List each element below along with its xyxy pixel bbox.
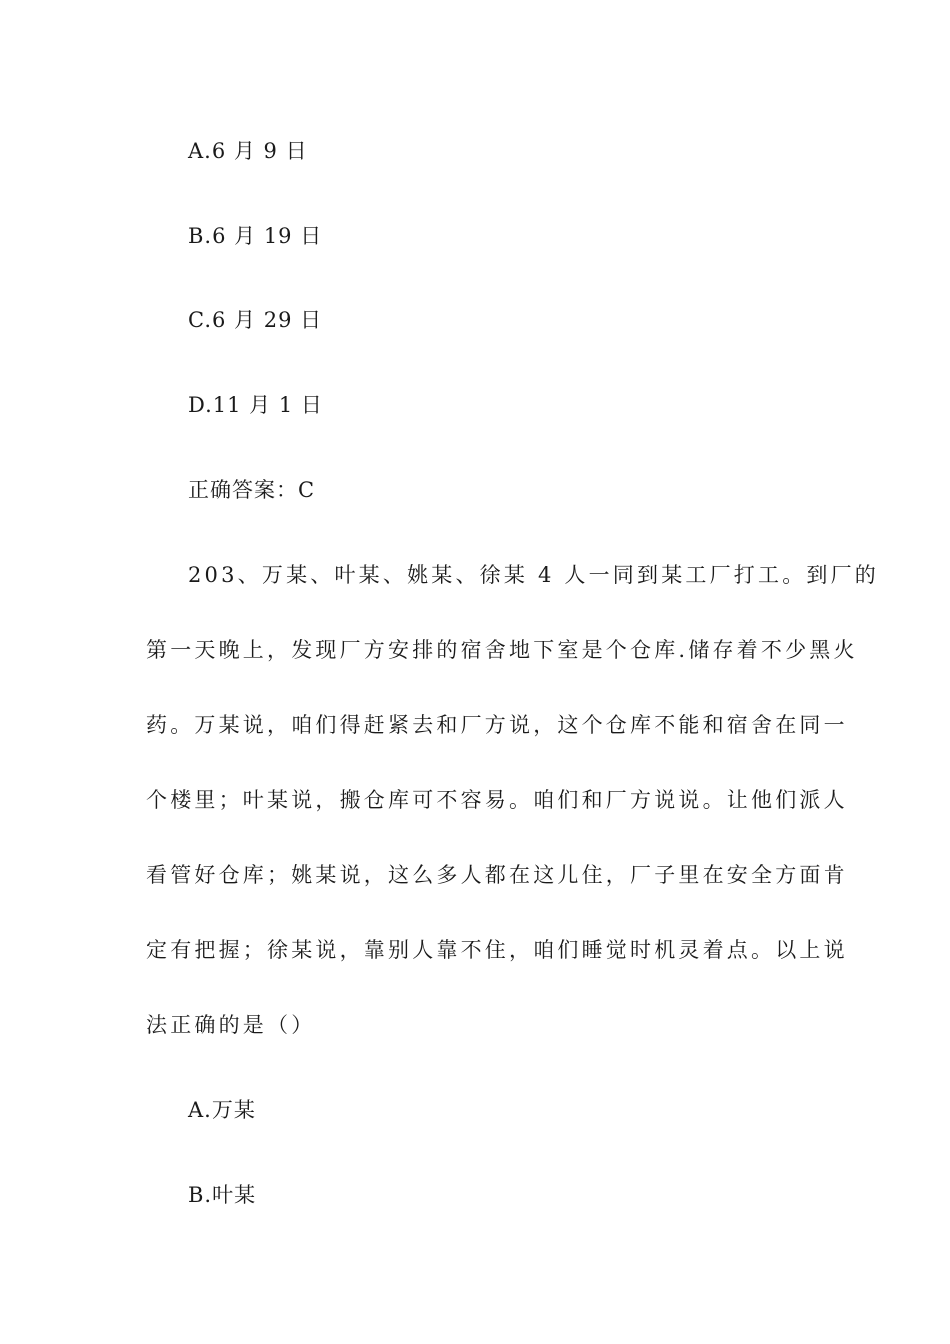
option-b: B.6 月 19 日 [188, 224, 323, 248]
question-line-7: 法正确的是（） [146, 1013, 316, 1037]
question-line-4: 个楼里；叶某说，搬仓库可不容易。咱们和厂方说说。让他们派人 [146, 788, 848, 812]
option-a: A.6 月 9 日 [188, 139, 308, 163]
question-line-6: 定有把握；徐某说，靠别人靠不住，咱们睡觉时机灵着点。以上说 [146, 938, 848, 962]
question-option-b: B.叶某 [188, 1183, 257, 1207]
option-d: D.11 月 1 日 [188, 393, 323, 417]
question-line-5: 看管好仓库；姚某说，这么多人都在这儿住，厂子里在安全方面肯 [146, 863, 848, 887]
question-line-1: 203、万某、叶某、姚某、徐某 4 人一同到某工厂打工。到厂的 [188, 563, 879, 587]
correct-answer: 正确答案：C [188, 478, 316, 502]
question-line-3: 药。万某说，咱们得赶紧去和厂方说，这个仓库不能和宿舍在同一 [146, 713, 848, 737]
question-option-a: A.万某 [188, 1098, 256, 1122]
question-line-2: 第一天晚上，发现厂方安排的宿舍地下室是个仓库.储存着不少黑火 [146, 638, 858, 662]
option-c: C.6 月 29 日 [188, 308, 323, 332]
